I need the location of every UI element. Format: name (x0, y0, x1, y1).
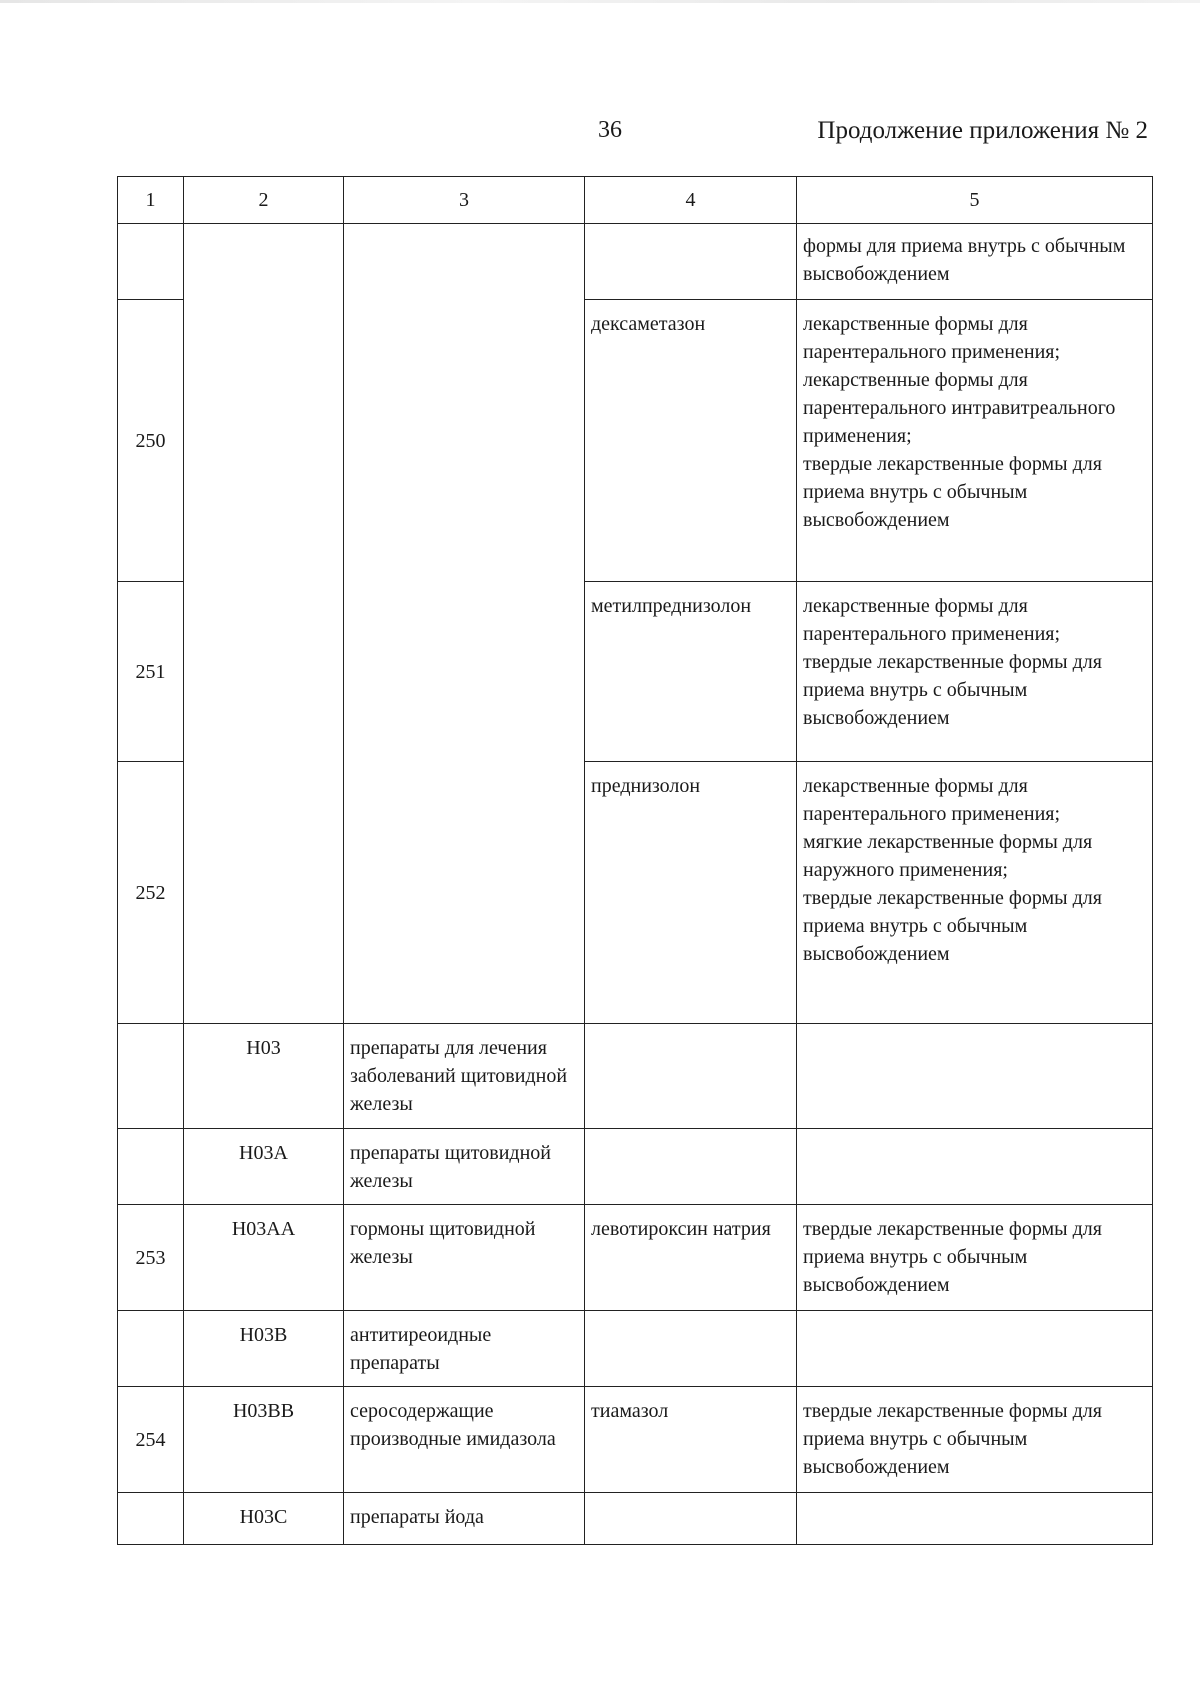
table-row (118, 1024, 1153, 1129)
row-number-cell (118, 224, 184, 300)
drug-cell: левотироксин натрия (585, 1205, 797, 1311)
scan-edge (0, 0, 1200, 3)
row-number-cell (118, 1311, 184, 1387)
forms-cell (797, 1129, 1153, 1205)
forms-cell: твердые лекарственные формы для приема внутрь с обычным высвобождением (797, 1205, 1153, 1311)
column-header: 2 (184, 177, 344, 224)
group-cell: антитиреоидные препараты (344, 1311, 585, 1387)
table-header-row (118, 177, 1153, 224)
forms-cell: лекарственные формы для парентерального применения; мягкие лекарственные формы для наружного применения; твердые лекарственные формы для приема внутрь с обычным высвобождением (797, 762, 1153, 1024)
code-cell: H03AA (184, 1205, 344, 1311)
row-number-cell: 254 (118, 1387, 184, 1493)
drug-table (117, 176, 1153, 1545)
row-number-cell: 253 (118, 1205, 184, 1311)
code-cell (184, 224, 344, 1024)
group-cell: препараты щитовидной железы (344, 1129, 585, 1205)
drug-cell: преднизолон (585, 762, 797, 1024)
row-number-cell: 251 (118, 582, 184, 762)
group-cell: препараты йода (344, 1493, 585, 1545)
column-header: 5 (797, 177, 1153, 224)
table-row (118, 1129, 1153, 1205)
page-header: Продолжение приложения № 2 (817, 117, 1148, 144)
column-header: 4 (585, 177, 797, 224)
drug-cell: тиамазол (585, 1387, 797, 1493)
table-row (118, 1493, 1153, 1545)
forms-cell: лекарственные формы для парентерального применения; лекарственные формы для парентерального интравитреального применения; твердые лекарственные формы для приема внутрь с обычным высвобождением (797, 300, 1153, 582)
drug-cell (585, 1311, 797, 1387)
forms-cell: формы для приема внутрь с обычным высвобождением (797, 224, 1153, 300)
row-number-cell: 252 (118, 762, 184, 1024)
group-cell: гормоны щитовидной железы (344, 1205, 585, 1311)
code-cell: H03B (184, 1311, 344, 1387)
drug-cell: дексаметазон (585, 300, 797, 582)
drug-cell (585, 1493, 797, 1545)
forms-cell (797, 1024, 1153, 1129)
row-number-cell: 250 (118, 300, 184, 582)
forms-cell: твердые лекарственные формы для приема внутрь с обычным высвобождением (797, 1387, 1153, 1493)
group-cell: серосодержащие производные имидазола (344, 1387, 585, 1493)
table-row (118, 224, 1153, 300)
column-header: 1 (118, 177, 184, 224)
row-number-cell (118, 1493, 184, 1545)
table-row (118, 1205, 1153, 1311)
forms-cell: лекарственные формы для парентерального применения; твердые лекарственные формы для приема внутрь с обычным высвобождением (797, 582, 1153, 762)
page-number: 36 (598, 117, 622, 143)
forms-cell (797, 1311, 1153, 1387)
code-cell: H03 (184, 1024, 344, 1129)
group-cell: препараты для лечения заболеваний щитовидной железы (344, 1024, 585, 1129)
drug-cell: метилпреднизолон (585, 582, 797, 762)
code-cell: H03BB (184, 1387, 344, 1493)
row-number-cell (118, 1129, 184, 1205)
forms-cell (797, 1493, 1153, 1545)
drug-cell (585, 1129, 797, 1205)
table-row (118, 1311, 1153, 1387)
code-cell: H03A (184, 1129, 344, 1205)
row-number-cell (118, 1024, 184, 1129)
table-row (118, 1387, 1153, 1493)
drug-cell (585, 1024, 797, 1129)
code-cell: H03C (184, 1493, 344, 1545)
drug-cell (585, 224, 797, 300)
column-header: 3 (344, 177, 585, 224)
group-cell (344, 224, 585, 1024)
